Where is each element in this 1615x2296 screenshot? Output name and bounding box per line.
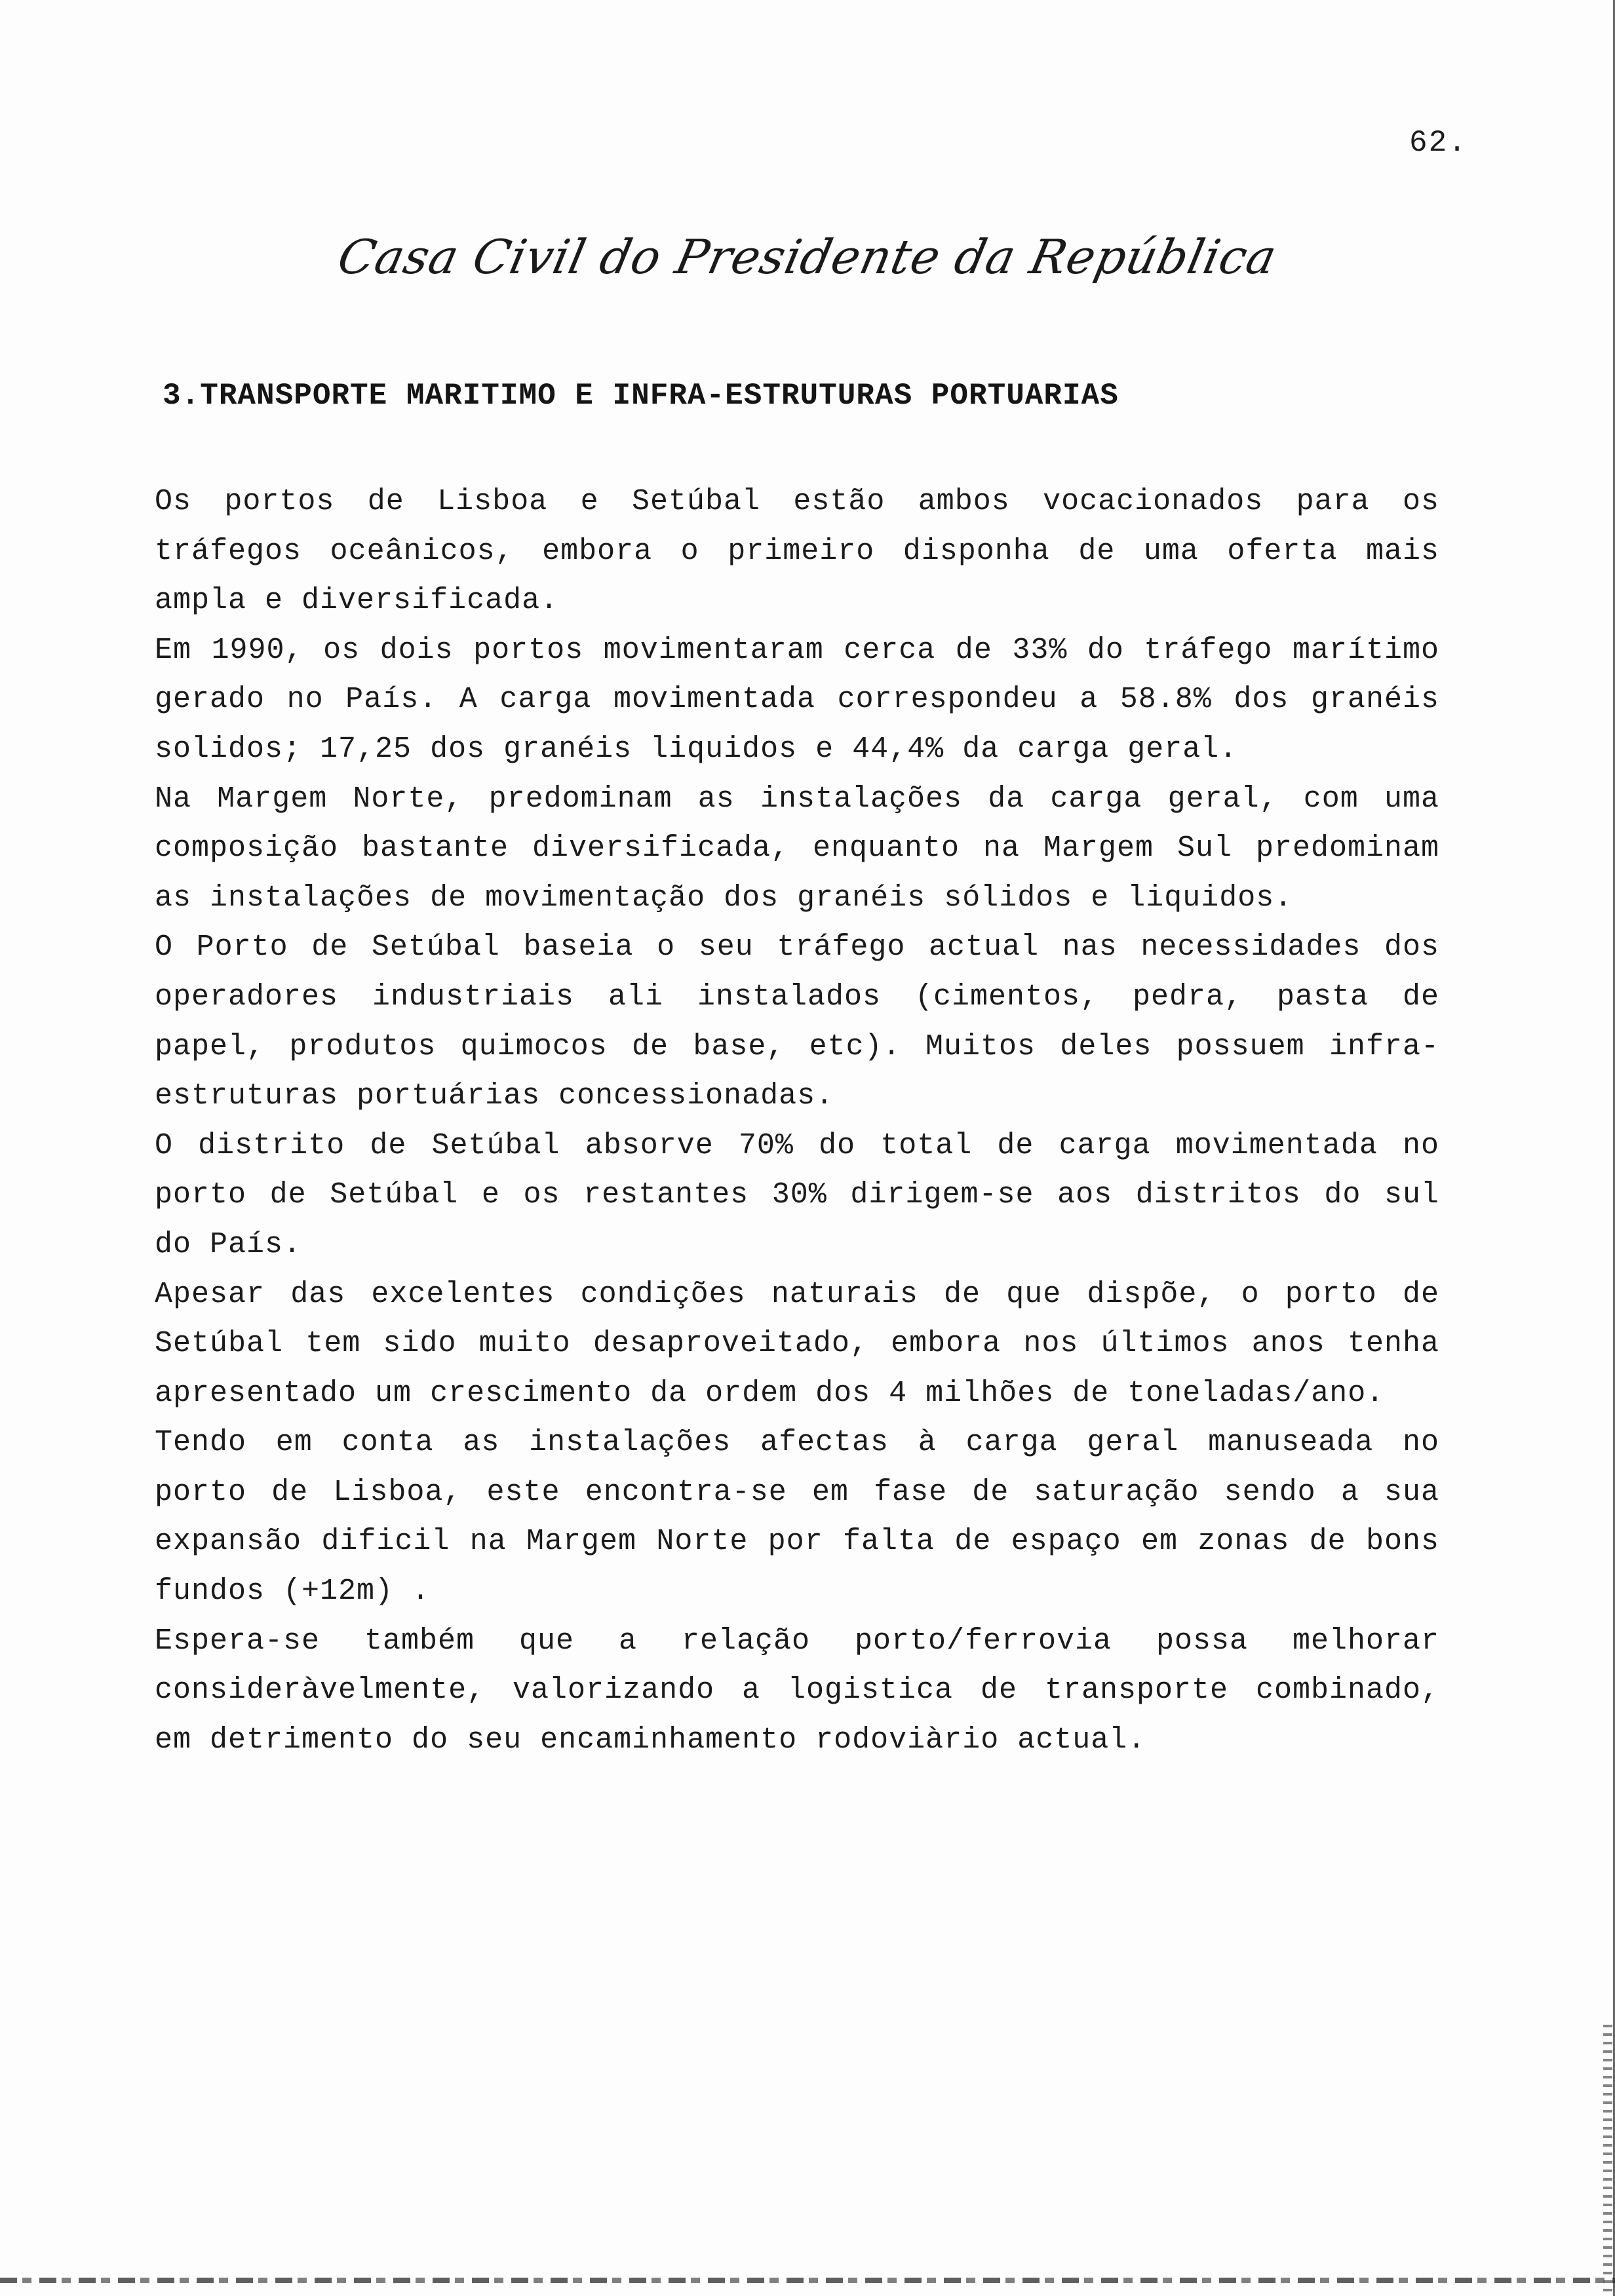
paragraph: Tendo em conta as instalações afectas à carga geral manuseada no porto de Lisboa, este encontra-se em fase de saturação sendo a sua expansão dificil na Margem Norte por falta de espaço em zonas de bons fundos (+12m) . <box>155 1426 1439 1609</box>
paragraph: O distrito de Setúbal absorve 70% do total de carga movimentada no porto de Setúbal e os restantes 30% dirigem-se aos distritos do sul do País. <box>155 1128 1439 1261</box>
scan-noise <box>1603 2025 1612 2293</box>
page-number: 62. <box>1409 126 1468 160</box>
body-text <box>155 477 1439 1765</box>
scan-bottom-edge <box>0 2278 1615 2283</box>
section-title: 3.TRANSPORTE MARITIMO E INFRA-ESTRUTURAS PORTUARIAS <box>163 379 1119 413</box>
paragraph: Em 1990, os dois portos movimentaram cerca de 33% do tráfego marítimo gerado no País. A carga movimentada correspondeu a 58.8% dos granéis solidos; 17,25 dos granéis liquidos e 44,4% da carga geral. <box>155 633 1439 766</box>
paragraph: Na Margem Norte, predominam as instalações da carga geral, com uma composição bastante diversificada, enquanto na Margem Sul predominam as instalações de movimentação dos granéis sólidos e liquidos. <box>155 782 1439 915</box>
paragraph: Espera-se também que a relação porto/ferrovia possa melhorar consideràvelmente, valorizando a logistica de transporte combinado, em detrimento do seu encaminhamento rodoviàrio actual. <box>155 1624 1439 1757</box>
paragraph: Os portos de Lisboa e Setúbal estão ambos vocacionados para os tráfegos oceânicos, embora o primeiro disponha de uma oferta mais ampla e diversificada. <box>155 485 1439 618</box>
letterhead: Casa Civil do Presidente da República <box>333 229 1282 284</box>
paragraph: O Porto de Setúbal baseia o seu tráfego actual nas necessidades dos operadores industriais ali instalados (cimentos, pedra, pasta de papel, produtos quimocos de base, etc). Muitos deles possuem infra-estruturas portuárias concessionadas. <box>155 930 1439 1113</box>
paragraph: Apesar das excelentes condições naturais de que dispõe, o porto de Setúbal tem sido muito desaproveitado, embora nos últimos anos tenha apresentado um crescimento da ordem dos 4 milhões de toneladas/ano. <box>155 1277 1439 1410</box>
